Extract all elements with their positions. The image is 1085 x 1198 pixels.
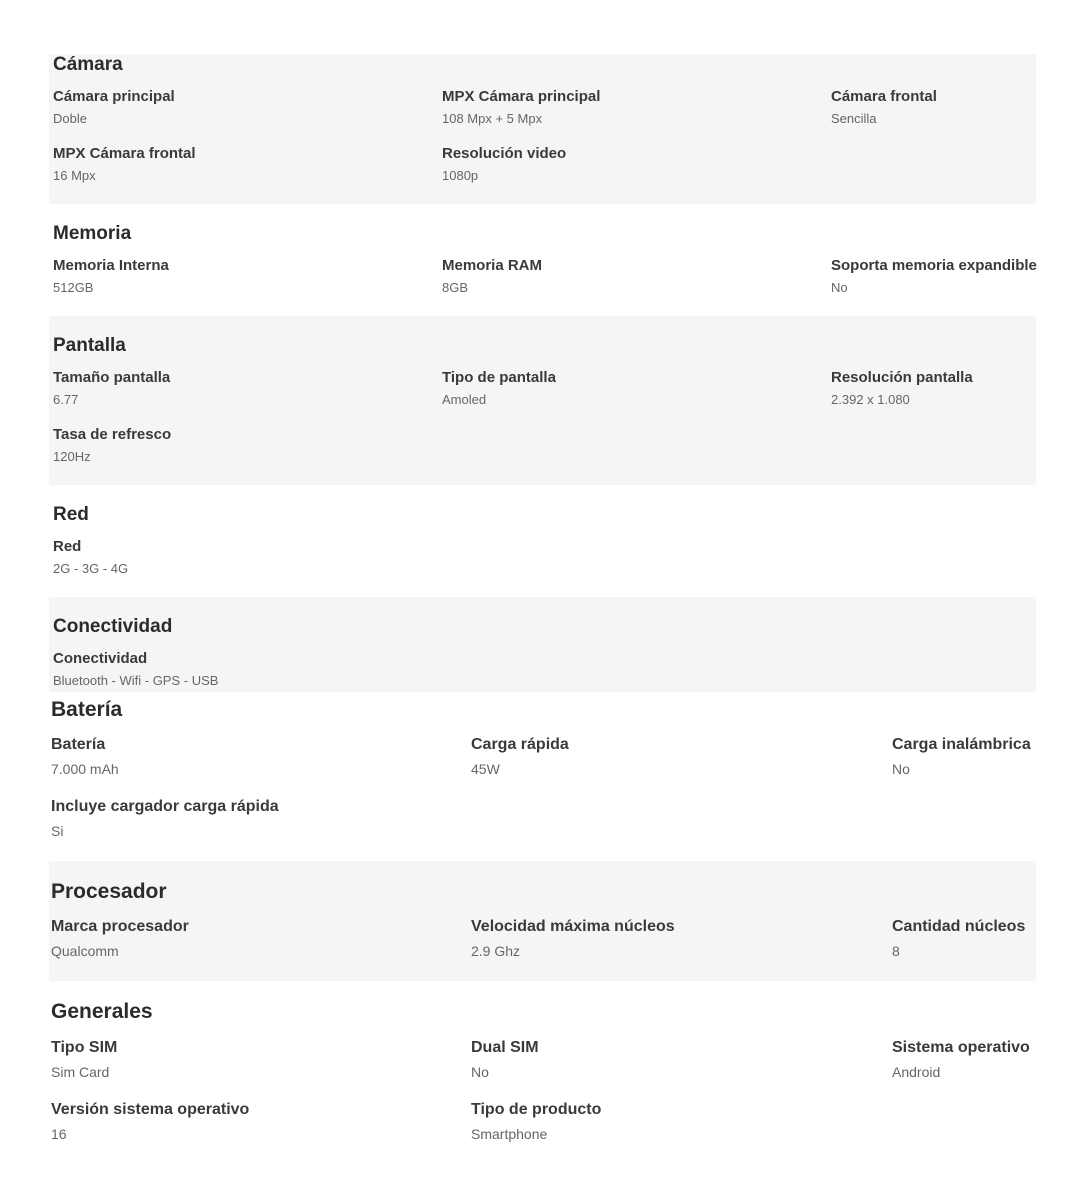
spec-label: MPX Cámara frontal: [53, 145, 196, 162]
spec-tipo-producto: [471, 1100, 601, 1143]
spec-value: Si: [51, 823, 64, 839]
spec-label: Carga inalámbrica: [892, 736, 1031, 753]
spec-value: 2.392 x 1.080: [831, 392, 910, 407]
spec-label: Cantidad núcleos: [892, 918, 1026, 935]
spec-dual-sim: [471, 1038, 539, 1081]
spec-value: Qualcomm: [51, 943, 119, 959]
section-title: Red: [53, 504, 89, 525]
section-camara: [49, 54, 1036, 204]
spec-label: Sistema operativo: [892, 1039, 1030, 1056]
section-procesador: [49, 861, 1036, 981]
spec-value: 120Hz: [53, 449, 91, 464]
spec-carga-inalambrica: [892, 735, 1031, 778]
section-memoria: [49, 204, 1036, 316]
spec-value: Amoled: [442, 392, 487, 407]
spec-label: Resolución video: [442, 145, 567, 162]
spec-value: 6.77: [53, 392, 79, 407]
spec-label: Conectividad: [53, 650, 148, 667]
spec-value: 45W: [471, 761, 500, 777]
spec-label: Tipo de producto: [471, 1101, 602, 1118]
spec-value: No: [831, 280, 848, 295]
spec-tasa-refresco: [53, 426, 171, 465]
spec-value: No: [892, 761, 910, 777]
spec-conectividad: [53, 650, 218, 689]
spec-red: [53, 538, 128, 577]
section-generales: [49, 981, 1036, 1161]
spec-resolucion-pantalla: [831, 369, 973, 408]
spec-label: Red: [53, 538, 82, 555]
spec-value: Smartphone: [471, 1126, 548, 1142]
section-title: Pantalla: [53, 335, 126, 356]
spec-camara-principal: [53, 88, 175, 127]
spec-sistema-operativo: [892, 1038, 1030, 1081]
section-title: Batería: [51, 698, 123, 721]
spec-tipo-sim: [51, 1038, 117, 1081]
spec-mpx-camara-frontal: [53, 145, 196, 184]
spec-version-so: [51, 1100, 249, 1143]
spec-value: 8: [892, 943, 900, 959]
section-bateria: [49, 692, 1036, 861]
spec-label: Resolución pantalla: [831, 369, 973, 386]
spec-value: 7.000 mAh: [51, 761, 119, 777]
spec-incluye-cargador: [51, 797, 279, 840]
spec-value: 8GB: [442, 280, 469, 295]
spec-value: Android: [892, 1064, 941, 1080]
spec-label: Incluye cargador carga rápida: [51, 798, 279, 815]
spec-value: 2G - 3G - 4G: [53, 561, 129, 576]
section-title: Procesador: [51, 880, 167, 903]
spec-value: 512GB: [53, 280, 94, 295]
spec-label: Velocidad máxima núcleos: [471, 918, 675, 935]
spec-label: Tasa de refresco: [53, 426, 172, 443]
spec-label: MPX Cámara principal: [442, 88, 601, 105]
spec-memoria-ram: [442, 257, 542, 296]
spec-value: Sencilla: [831, 111, 877, 126]
spec-value: 16: [51, 1126, 67, 1142]
spec-value: 2.9 Ghz: [471, 943, 521, 959]
spec-value: Sim Card: [51, 1064, 110, 1080]
spec-camara-frontal: [831, 88, 937, 127]
section-conectividad: [49, 597, 1036, 692]
section-title: Generales: [51, 1000, 153, 1023]
spec-tamano-pantalla: [53, 369, 170, 408]
section-title: Memoria: [53, 223, 132, 244]
spec-value: 1080p: [442, 168, 479, 183]
spec-label: Cámara principal: [53, 88, 175, 105]
spec-label: Soporta memoria expandible: [831, 257, 1037, 274]
spec-label: Batería: [51, 736, 106, 753]
section-red: [49, 485, 1036, 597]
section-pantalla: [49, 316, 1036, 485]
spec-value: No: [471, 1064, 489, 1080]
spec-carga-rapida: [471, 735, 569, 778]
section-title: Cámara: [53, 54, 123, 75]
spec-label: Memoria Interna: [53, 257, 169, 274]
spec-value: 16 Mpx: [53, 168, 96, 183]
spec-value: 108 Mpx + 5 Mpx: [442, 111, 543, 126]
spec-label: Dual SIM: [471, 1039, 539, 1056]
spec-marca-procesador: [51, 917, 189, 960]
spec-resolucion-video: [442, 145, 566, 184]
spec-label: Tipo SIM: [51, 1039, 118, 1056]
spec-label: Memoria RAM: [442, 257, 543, 274]
spec-label: Carga rápida: [471, 736, 569, 753]
spec-label: Tamaño pantalla: [53, 369, 171, 386]
spec-label: Marca procesador: [51, 918, 189, 935]
spec-mpx-camara-principal: [442, 88, 600, 127]
spec-bateria: [51, 735, 119, 778]
spec-tipo-pantalla: [442, 369, 556, 408]
spec-memoria-interna: [53, 257, 169, 296]
spec-value: Doble: [53, 111, 87, 126]
spec-value: Bluetooth - Wifi - GPS - USB: [53, 673, 219, 688]
spec-memoria-expandible: [831, 257, 1037, 296]
spec-cantidad-nucleos: [892, 917, 1025, 960]
spec-label: Versión sistema operativo: [51, 1101, 250, 1118]
spec-label: Tipo de pantalla: [442, 369, 556, 386]
section-title: Conectividad: [53, 616, 173, 637]
spec-velocidad-nucleos: [471, 917, 675, 960]
spec-label: Cámara frontal: [831, 88, 937, 105]
